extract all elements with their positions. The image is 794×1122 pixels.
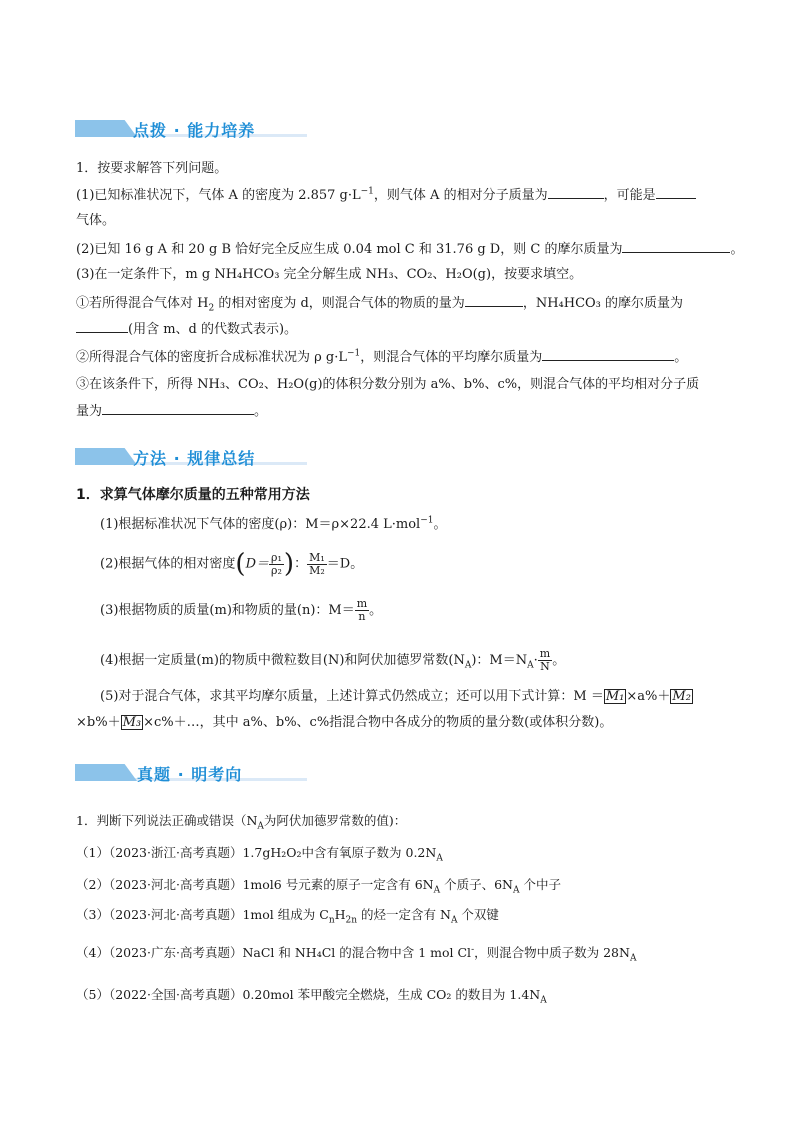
method-3: (3)根据物质的质量(m)和物质的量(n)：M＝ $\frac{m}{n}$ 。	[100, 597, 383, 623]
method-2: (2)根据气体的相对密度(D＝ $\frac{\text{ρ₁}}{\text{ρ₂}}$ )： $\frac{\text{M₁}}{\text{M₂}}$ ＝D。	[100, 549, 364, 579]
fraction: $\frac{\text{M₁}}{\text{M₂}}$	[309, 550, 325, 577]
sub-question-2: ②所得混合气体的密度折合成标准状况为 ρ $g\cdot L^{-1}$，则混合气体的平均摩尔质量为 。	[76, 348, 688, 365]
sub-question-1: ①若所得混合气体对 $H_2$ 的相对密度为 d，则混合气体的物质的量为 ，NH₄HCO₃ 的摩尔质量为	[76, 296, 684, 314]
sub-question-1-cont: (用含 m、d 的代数式表示)。	[76, 320, 297, 339]
method-1: (1)根据标准状况下气体的密度(ρ)：M＝ρ×22.4 L·mol$^{-1}$。	[100, 515, 447, 532]
method-5: (5)对于混合气体，求其平均摩尔质量，上述计算式仍然成立；还可以用下式计算：M ＝ M₁ ×a%＋ M₂	[100, 689, 691, 704]
question-part-3: (3)在一定条件下，m g NH₄HCO₃ 完全分解生成 NH₃、CO₂、H₂O(g)，按要求填空。	[76, 267, 583, 282]
exam-item-5: （5）（2022·全国·高考真题）0.20mol 苯甲酸完全燃烧，生成 CO₂ 的数目为 $1.4N_A$	[76, 987, 547, 1006]
fraction: $\frac{m}{N}$	[539, 647, 551, 673]
exam-intro: 1．判断下列说法正确或错误（$N_A$为阿伏加德罗常数的值)：	[76, 813, 407, 832]
answer-blank[interactable]	[76, 320, 128, 333]
exam-item-3: （3）（2023·河北·高考真题）1mol 组成为 $C_nH_{2n}$ 的烃一定含有 $N_A$ 个双键	[76, 907, 499, 926]
answer-blank[interactable]	[542, 348, 674, 361]
method-heading: 1．求算气体摩尔质量的五种常用方法	[76, 487, 310, 503]
answer-blank[interactable]	[622, 240, 730, 253]
sub-question-3: ③在该条件下，所得 NH₃、CO₂、H₂O(g)的体积分数分别为 a%、b%、c%，则混合气体的平均相对分子质	[76, 377, 700, 392]
banner-tab-shape	[75, 120, 137, 137]
section-title: 方法 · 规律总结	[133, 449, 256, 468]
exam-item-2: （2）（2023·河北·高考真题）1mol6 号元素的原子一定含有 $6N_A$ 个质子、$6N_A$ 个中子	[76, 877, 561, 896]
question-part-1: (1)已知标准状况下，气体 A 的密度为 2.857 $g\cdot L^{-1}$，则气体 A 的相对分子质量为 ，可能是	[76, 186, 696, 205]
question-part-2: (2)已知 16 g A 和 20 g B 恰好完全反应生成 0.04 mol C 和 31.76 g D，则 C 的摩尔质量为 。	[76, 242, 744, 257]
method-5-cont: ×b%＋ M₃ ×c%＋…，其中 a%、b%、c%指混合物中各成分的物质的量分数(或体积分数)。	[76, 715, 613, 730]
method-4: (4)根据一定质量(m)的物质中微粒数目(N)和阿伏加德罗常数$(N_A)$：$M=N_A\cdot$ $\frac{m}{N}$ 。	[100, 647, 566, 673]
question-part-1-cont: 气体。	[76, 213, 116, 228]
answer-blank[interactable]	[102, 402, 254, 415]
question-intro: 1．按要求解答下列问题。	[76, 161, 228, 176]
fraction: $\frac{\text{ρ₁}}{\text{ρ₂}}$	[271, 550, 282, 577]
answer-blank[interactable]	[656, 186, 696, 199]
answer-blank[interactable]	[465, 294, 523, 307]
banner-tab-shape	[75, 764, 137, 781]
section-title: 真题 · 明考向	[137, 765, 243, 784]
section-title: 点拨 · 能力培养	[133, 121, 256, 140]
fraction: $\frac{m}{n}$	[356, 597, 368, 623]
sub-question-3-cont: 量为 。	[76, 404, 268, 419]
exam-item-1: （1）（2023·浙江·高考真题）1.7gH₂O₂中含有氧原子数为 $0.2N_A$	[76, 845, 443, 864]
answer-blank[interactable]	[548, 186, 604, 199]
banner-tab-shape	[75, 448, 137, 465]
exam-item-4: （4）（2023·广东·高考真题）NaCl 和 NH₄Cl 的混合物中含 1 mol Cl-，则混合物中质子数为 $28N_A$	[76, 944, 637, 964]
